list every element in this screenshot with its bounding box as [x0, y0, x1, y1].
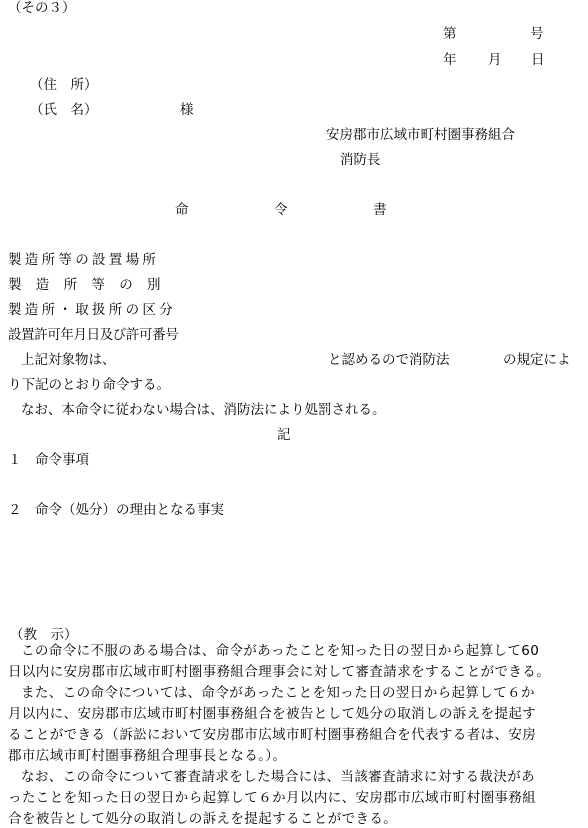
- section-reason-facts: ２ 命令（処分）の理由となる事実: [8, 502, 224, 518]
- document-title-char-2: 令: [274, 202, 288, 218]
- instruction-heading: （教 示）: [10, 627, 78, 643]
- instruction-line: 合を被告として処分の取消しの訴えを提起することができる。: [8, 811, 398, 827]
- document-title-char-1: 命: [175, 202, 189, 218]
- instruction-line: なお、この命令について審査請求をした場合には、当該審査請求に対する裁決があ: [21, 769, 536, 785]
- body-line2: り下記のとおり命令する。: [8, 377, 170, 393]
- date-day: 日: [531, 52, 545, 68]
- issuer-title: 消防長: [340, 152, 381, 168]
- date-year: 年: [443, 52, 457, 68]
- instruction-line: この命令に不服のある場合は、命令があったことを知った日の翌日から起算して60: [21, 643, 540, 659]
- body-line1-c: の規定によ: [503, 352, 571, 368]
- honorific: 様: [180, 102, 194, 118]
- body-line3: なお、本命令に従わない場合は、消防法により処罰される。: [21, 402, 386, 418]
- name-label: （氏 名）: [30, 102, 98, 118]
- instruction-line: 郡市広域市町村圏事務組合理事長となる。）。: [8, 748, 287, 764]
- body-line1-b: と認めるので消防法: [328, 352, 450, 368]
- ki-marker: 記: [277, 427, 291, 443]
- field-permit: 設置許可年月日及び許可番号: [8, 327, 179, 343]
- document-number-prefix: 第: [443, 26, 457, 42]
- field-installation-site: 製造所等の設置場所: [8, 252, 160, 268]
- address-label: （住 所）: [30, 77, 98, 93]
- document-number-suffix: 号: [530, 26, 544, 42]
- document-title-char-3: 書: [373, 202, 387, 218]
- section-order-items: １ 命令事項: [8, 452, 89, 468]
- date-month: 月: [488, 52, 502, 68]
- instruction-line: 日以内に安房郡市広域市町村圏事務組合理事会に対して審査請求をすることができる。: [8, 664, 551, 680]
- issuer-organization: 安房郡市広域市町村圏事務組合: [326, 127, 515, 143]
- instruction-line: また、この命令については、命令があったことを知った日の翌日から起算して６か: [21, 685, 535, 701]
- form-number: （その３）: [8, 0, 76, 16]
- field-category: 製造所・取扱所の区分: [8, 302, 176, 318]
- instruction-line: 月以内に、安房郡市広域市町村圏事務組合を被告として処分の取消しの訴えを提起す: [8, 706, 537, 722]
- instruction-line: ったことを知った日の翌日から起算して６か月以内に、安房郡市広域市町村圏事務組: [8, 790, 537, 806]
- body-line1-a: 上記対象物は、: [21, 352, 116, 368]
- field-facility-type: 製 造 所 等 の 別: [8, 277, 161, 293]
- instruction-line: ることができる（訴訟において安房郡市広域市町村圏事務組合を代表する者は、安房: [8, 727, 537, 743]
